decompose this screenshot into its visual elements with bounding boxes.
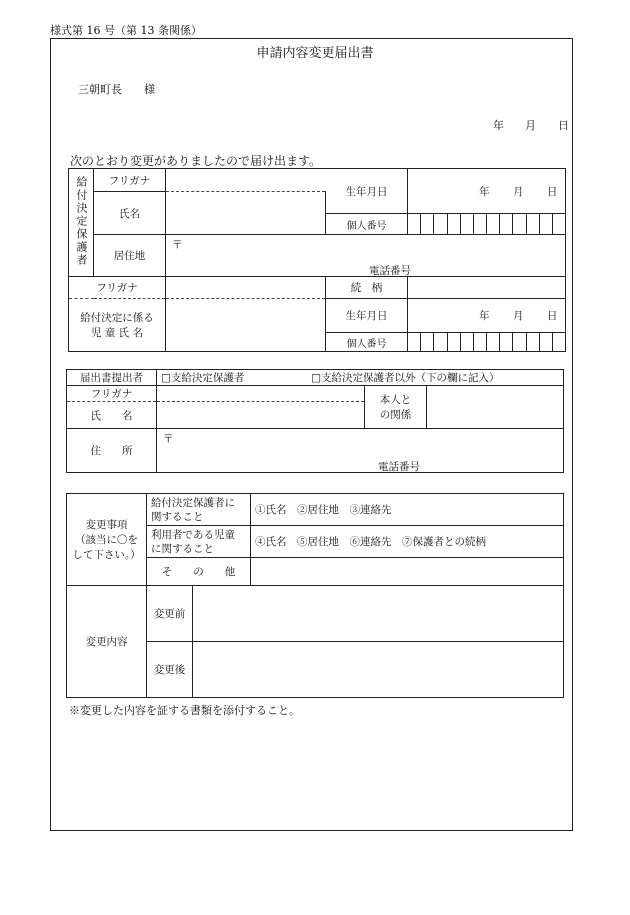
items-label-line2: （該当に〇を (75, 534, 138, 546)
form-title: 申請内容変更届出書 (256, 46, 374, 61)
row2-options[interactable]: ④氏名 ⑤居住地 ⑥連絡先 ⑦保護者との続柄 (251, 526, 564, 558)
child-birth-month: 月 (512, 310, 524, 322)
submitter-name-field[interactable] (157, 402, 365, 429)
child-name-label (69, 299, 166, 352)
submitter-options-cell (157, 370, 564, 386)
child-id-label: 個人番号 (326, 333, 408, 352)
footnote: ※変更した内容を証する書類を添付すること。 (69, 704, 300, 717)
child-furigana-field[interactable] (166, 277, 326, 299)
guardian-address-label: 居住地 (94, 235, 166, 277)
guardian-postal-mark: 〒 (172, 239, 183, 251)
date-year: 年 (493, 119, 504, 132)
guardian-heading-cell (69, 169, 94, 277)
row3-field[interactable] (251, 558, 564, 586)
submitter-postal-mark: 〒 (163, 433, 174, 445)
before-field[interactable] (193, 586, 564, 642)
change-table (66, 493, 564, 698)
submitter-name-label: 氏 名 (67, 402, 157, 429)
content-label: 変更内容 (67, 586, 147, 698)
guardian-id-field[interactable] (408, 214, 566, 235)
guardian-name-field[interactable] (166, 192, 326, 235)
submitter-heading: 届出書提出者 (67, 370, 157, 386)
relation-line2: の関係 (379, 409, 412, 421)
row1-options[interactable]: ①氏名 ②居住地 ③連絡先 (251, 494, 564, 526)
submitter-relation-field[interactable] (427, 386, 564, 429)
guardian-phone-label: 電話番号 (369, 265, 411, 277)
row2-label (147, 526, 251, 558)
submitter-address-label: 住 所 (67, 429, 157, 473)
row2-label-line1: 利用者である児童 (151, 528, 235, 541)
child-birth-label: 生年月日 (326, 299, 408, 333)
intro-text: 次のとおり変更がありましたので届け出ます。 (70, 154, 322, 168)
submitter-option-guardian[interactable]: □支給決定保護者 (161, 372, 245, 384)
guardian-id-label: 個人番号 (326, 214, 408, 235)
child-relation-field[interactable] (408, 277, 566, 299)
guardian-furigana-label: フリガナ (94, 169, 166, 192)
guardian-child-table (68, 168, 566, 352)
child-furigana-label: フリガナ (69, 277, 166, 299)
form-number: 様式第 16 号（第 13 条関係） (50, 24, 202, 37)
items-label-line3: して下さい。） (72, 549, 141, 561)
row3-label: そ の 他 (147, 558, 251, 586)
after-field[interactable] (193, 642, 564, 698)
child-id-field[interactable] (408, 333, 566, 352)
submitter-phone-label: 電話番号 (378, 461, 420, 473)
child-birth-year: 年 (479, 310, 490, 322)
date-day: 日 (558, 119, 569, 132)
before-label: 変更前 (147, 586, 193, 642)
child-name-field[interactable] (166, 299, 326, 352)
child-birth-day: 日 (546, 310, 558, 322)
guardian-birth-field[interactable] (408, 169, 566, 214)
submitter-address-field[interactable] (157, 429, 564, 473)
child-relation-label: 続 柄 (326, 277, 408, 299)
guardian-birth-label: 生年月日 (326, 169, 408, 214)
guardian-name-label: 氏名 (94, 192, 166, 235)
guardian-birth-year: 年 (479, 185, 490, 198)
guardian-birth-month: 月 (512, 185, 524, 198)
child-label-line1: 給付決定に係る (80, 312, 154, 324)
guardian-furigana-field[interactable] (166, 169, 326, 192)
after-label: 変更後 (147, 642, 193, 698)
change-items-label (67, 494, 147, 586)
row2-label-line2: に関すること (151, 542, 214, 555)
guardian-address-field[interactable] (166, 235, 566, 277)
date-month: 月 (525, 119, 536, 132)
row1-label-line1: 給付決定保護者に (151, 496, 235, 509)
child-birth-field[interactable] (408, 299, 566, 333)
submitter-relation-label (365, 386, 427, 429)
guardian-birth-day: 日 (546, 185, 558, 198)
row1-label-line2: 関すること (151, 510, 204, 523)
submitter-option-other[interactable]: □支給決定保護者以外（下の欄に記入） (311, 372, 500, 384)
submitter-table (66, 369, 564, 473)
submitter-furigana-field[interactable] (157, 386, 365, 402)
addressee: 三朝町長 様 (78, 83, 155, 96)
guardian-heading: 給付決定保護者 (75, 175, 88, 267)
submitter-furigana-label: フリガナ (67, 386, 157, 402)
relation-line1: 本人と (379, 394, 412, 406)
row1-label (147, 494, 251, 526)
child-label-line2: 児 童 氏 名 (90, 327, 143, 339)
items-label-line1: 変更事項 (85, 519, 128, 531)
